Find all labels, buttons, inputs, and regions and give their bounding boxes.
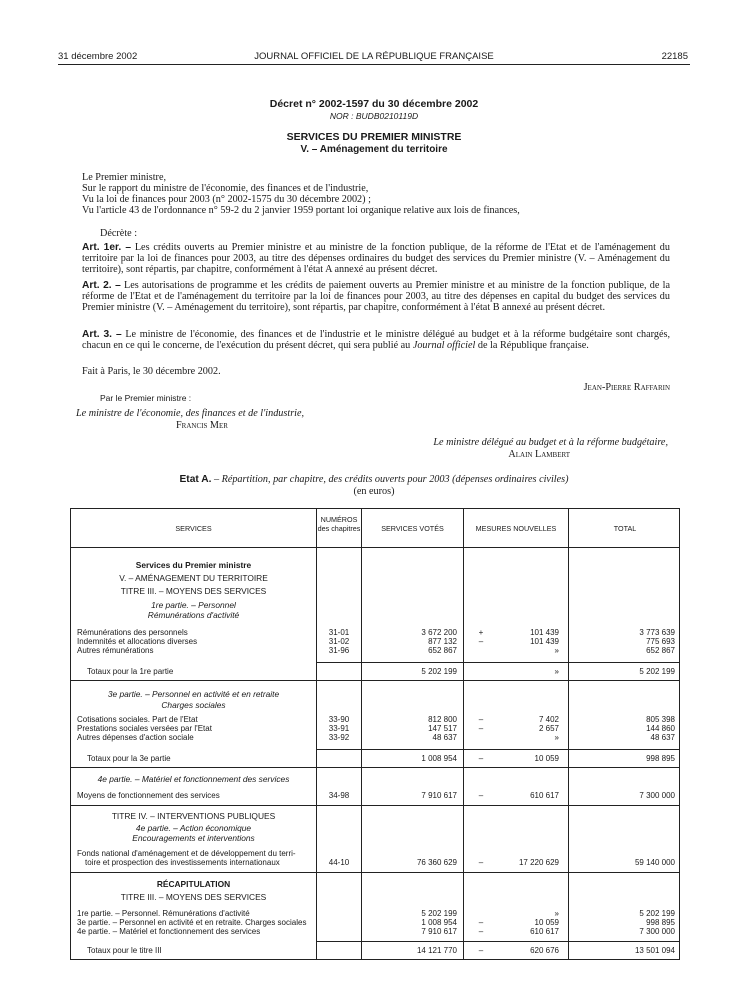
row-sign: – bbox=[478, 724, 484, 733]
row-total: 7 300 000 bbox=[639, 791, 675, 800]
subtotal-sign: – bbox=[478, 946, 484, 955]
minister1-signature: Francis Mer bbox=[176, 420, 228, 431]
article-3 bbox=[82, 329, 670, 351]
row-chapter: 31-01 bbox=[328, 628, 350, 637]
row-rule bbox=[71, 872, 679, 873]
row-sign: – bbox=[478, 858, 484, 867]
row-votes: 652 867 bbox=[428, 646, 457, 655]
row-chapter: 33-92 bbox=[328, 733, 350, 742]
subtotal-mesures: » bbox=[554, 667, 559, 676]
row-mesures: » bbox=[554, 909, 559, 918]
decree-subservice: V. – Aménagement du territoire bbox=[300, 144, 448, 155]
row-mesures: 101 439 bbox=[530, 637, 559, 646]
decree-service: SERVICES DU PREMIER MINISTRE bbox=[286, 131, 462, 143]
article-label: Art. 1er. – bbox=[82, 242, 131, 253]
row-chapter: 44-10 bbox=[328, 858, 350, 867]
subtotal-total: 998 895 bbox=[646, 754, 675, 763]
row-total: 3 773 639 bbox=[639, 628, 675, 637]
row-label: Cotisations sociales. Part de l'Etat bbox=[77, 715, 198, 724]
row-sign: – bbox=[478, 715, 484, 724]
col-header-total: TOTAL bbox=[613, 524, 637, 533]
row-total: 144 860 bbox=[646, 724, 675, 733]
row-votes: 147 517 bbox=[428, 724, 457, 733]
etat-description: – Répartition, par chapitre, des crédits ouverts pour 2003 (dépenses ordinaires civiles) bbox=[213, 474, 569, 485]
header-page-number: 22185 bbox=[661, 51, 688, 62]
section-heading: RÉCAPITULATION bbox=[156, 879, 231, 889]
row-label: 4e partie. – Matériel et fonctionnement des services bbox=[77, 927, 261, 936]
row-chapter: 31-96 bbox=[328, 646, 350, 655]
section-heading: Encouragements et interventions bbox=[132, 833, 255, 843]
journal-officiel-ref: Journal officiel bbox=[412, 340, 476, 351]
subtotal-votes: 1 008 954 bbox=[421, 754, 457, 763]
row-rule bbox=[71, 805, 679, 806]
header-journal: JOURNAL OFFICIEL DE LA RÉPUBLIQUE FRANÇAISE bbox=[254, 51, 494, 62]
section-heading: TITRE III. – MOYENS DES SERVICES bbox=[120, 586, 267, 596]
decree-nor: NOR : BUDB0210119D bbox=[329, 111, 419, 121]
row-label: Rémunérations des personnels bbox=[77, 628, 188, 637]
article-2 bbox=[82, 280, 670, 313]
row-mesures: 101 439 bbox=[530, 628, 559, 637]
row-chapter: 34-98 bbox=[328, 791, 350, 800]
minister1-title: Le ministre de l'économie, des finances et de l'industrie, bbox=[76, 408, 305, 419]
row-rule bbox=[71, 767, 679, 768]
row-chapter: 33-91 bbox=[328, 724, 350, 733]
row-label: Autres dépenses d'action sociale bbox=[77, 733, 194, 742]
subtotal-rule bbox=[316, 662, 679, 663]
row-sign: – bbox=[478, 927, 484, 936]
pm-signature: Jean-Pierre Raffarin bbox=[583, 382, 670, 393]
by-pm: Par le Premier ministre : bbox=[100, 393, 192, 403]
article-label: Art. 2. – bbox=[82, 280, 121, 291]
row-total: 805 398 bbox=[646, 715, 675, 724]
row-sign: – bbox=[478, 637, 484, 646]
row-label: Fonds national d'aménagement et de développement du terri- bbox=[77, 849, 296, 858]
row-label: Indemnités et allocations diverses bbox=[77, 637, 198, 646]
preamble-line: Sur le rapport du ministre de l'économie, des finances et de l'industrie, bbox=[82, 183, 369, 194]
subtotal-label: Totaux pour la 3e partie bbox=[87, 754, 171, 763]
row-mesures: 2 657 bbox=[538, 724, 559, 733]
row-label: Prestations sociales versées par l'Etat bbox=[77, 724, 212, 733]
subtotal-votes: 14 121 770 bbox=[416, 946, 457, 955]
subtotal-rule bbox=[316, 749, 679, 750]
row-votes: 76 360 629 bbox=[416, 858, 457, 867]
section-heading: V. – AMÉNAGEMENT DU TERRITOIRE bbox=[119, 573, 268, 583]
row-label: Moyens de fonctionnement des services bbox=[77, 791, 220, 800]
decree-title: Décret n° 2002-1597 du 30 décembre 2002 bbox=[269, 98, 479, 110]
row-mesures: 10 059 bbox=[534, 918, 559, 927]
section-heading: TITRE III. – MOYENS DES SERVICES bbox=[120, 892, 267, 902]
section-heading: 4e partie. – Action économique bbox=[135, 823, 252, 833]
row-label: 1re partie. – Personnel. Rémunérations d'activité bbox=[77, 909, 250, 918]
done-at: Fait à Paris, le 30 décembre 2002. bbox=[82, 366, 221, 377]
row-total: 5 202 199 bbox=[639, 909, 675, 918]
section-heading: 3e partie. – Personnel en activité et en retraite bbox=[107, 689, 280, 699]
section-heading: Services du Premier ministre bbox=[135, 560, 252, 570]
row-total: 998 895 bbox=[646, 918, 675, 927]
subtotal-votes: 5 202 199 bbox=[421, 667, 457, 676]
row-votes: 48 637 bbox=[432, 733, 457, 742]
section-heading: TITRE IV. – INTERVENTIONS PUBLIQUES bbox=[111, 811, 276, 821]
row-votes: 7 910 617 bbox=[421, 927, 457, 936]
section-heading: 4e partie. – Matériel et fonctionnement des services bbox=[97, 774, 290, 784]
etat-a-table bbox=[70, 508, 680, 960]
minister2-signature: Alain Lambert bbox=[508, 449, 570, 460]
subtotal-total: 5 202 199 bbox=[639, 667, 675, 676]
row-sign: + bbox=[478, 628, 484, 637]
row-chapter: 33-90 bbox=[328, 715, 350, 724]
article-text: Les autorisations de programme et les crédits de paiement ouverts au Premier ministre et au ministre de la fonction publique, de la réforme de l'Etat et de l'aménagement du territoire par la loi de finances pour 2003, au titre des dépenses en capital du budget des services du Premier ministre (V. – Aménagement du territoire), sont répartis, par chapitre, conformément à l'état B annexé au présent décret. bbox=[82, 280, 671, 313]
row-sign: – bbox=[478, 918, 484, 927]
etat-label: Etat A. bbox=[179, 474, 212, 485]
section-heading: 1re partie. – Personnel bbox=[151, 600, 236, 610]
col-header-mesures: MESURES NOUVELLES bbox=[475, 524, 557, 533]
article-label: Art. 3. – bbox=[82, 329, 122, 340]
subtotal-sign: – bbox=[478, 754, 484, 763]
section-heading: Rémunérations d'activité bbox=[147, 610, 240, 620]
article-text: Les crédits ouverts au Premier ministre et au ministre de la fonction publique, de la réforme de l'Etat et de l'aménagement du territoire par la loi de finances pour 2003, au titre des dépenses ordinaires du budget des services du Premier ministre (V. – Aménagement du territoire), sont répartis, par chapitre, conformément à l'état A annexé au présent décret. bbox=[82, 242, 670, 275]
row-total: 7 300 000 bbox=[639, 927, 675, 936]
row-sign: – bbox=[478, 791, 484, 800]
row-rule bbox=[71, 680, 679, 681]
subtotal-rule bbox=[316, 941, 679, 942]
row-label-continued: toire et prospection des investissements internationaux bbox=[85, 858, 280, 867]
row-label: Autres rémunérations bbox=[77, 646, 154, 655]
row-mesures: 17 220 629 bbox=[518, 858, 559, 867]
header-date: 31 décembre 2002 bbox=[58, 51, 138, 62]
col-header-services: SERVICES bbox=[175, 524, 212, 533]
row-total: 775 693 bbox=[646, 637, 675, 646]
subtotal-mesures: 10 059 bbox=[534, 754, 559, 763]
row-votes: 812 800 bbox=[428, 715, 457, 724]
decrete: Décrète : bbox=[100, 228, 138, 239]
row-label: 3e partie. – Personnel en activité et en retraite. Charges sociales bbox=[77, 918, 307, 927]
row-mesures: » bbox=[554, 646, 559, 655]
row-votes: 877 132 bbox=[428, 637, 457, 646]
header-rule bbox=[71, 547, 679, 548]
article-text-end: de la République française. bbox=[475, 340, 589, 351]
preamble-line: Vu la loi de finances pour 2003 (n° 2002-1575 du 30 décembre 2002) ; bbox=[82, 194, 371, 205]
subtotal-label: Totaux pour la 1re partie bbox=[87, 667, 174, 676]
row-total: 48 637 bbox=[650, 733, 675, 742]
subtotal-label: Totaux pour le titre III bbox=[87, 946, 162, 955]
article-text: Le ministre de l'économie, des finances et de l'industrie et le ministre délégué au budget et à la réforme budgétaire sont chargés, chacun en ce qui le concerne, de l'exécution du présent décret, qui sera publié au bbox=[82, 329, 670, 351]
row-votes: 1 008 954 bbox=[421, 918, 457, 927]
subtotal-total: 13 501 094 bbox=[634, 946, 675, 955]
etat-unit: (en euros) bbox=[353, 486, 395, 497]
preamble-line: Le Premier ministre, bbox=[82, 172, 167, 183]
minister2-title: Le ministre délégué au budget et à la réforme budgétaire, bbox=[433, 437, 668, 448]
article-1 bbox=[82, 242, 670, 275]
row-votes: 5 202 199 bbox=[421, 909, 457, 918]
header-rule bbox=[58, 64, 690, 65]
row-chapter: 31-02 bbox=[328, 637, 350, 646]
row-votes: 3 672 200 bbox=[421, 628, 457, 637]
section-heading: Charges sociales bbox=[161, 700, 226, 710]
row-total: 652 867 bbox=[646, 646, 675, 655]
preamble bbox=[82, 172, 670, 216]
row-votes: 7 910 617 bbox=[421, 791, 457, 800]
row-mesures: 7 402 bbox=[538, 715, 559, 724]
row-mesures: » bbox=[554, 733, 559, 742]
row-total: 59 140 000 bbox=[634, 858, 675, 867]
preamble-line: Vu l'article 43 de l'ordonnance n° 59-2 du 2 janvier 1959 portant loi organique relative aux lois de finances, bbox=[82, 205, 520, 216]
subtotal-mesures: 620 676 bbox=[530, 946, 559, 955]
col-header-numeros: NUMÉROS des chapitres bbox=[317, 515, 361, 533]
col-header-votes: SERVICES VOTÉS bbox=[381, 524, 444, 533]
row-mesures: 610 617 bbox=[530, 927, 559, 936]
row-mesures: 610 617 bbox=[530, 791, 559, 800]
etat-title bbox=[0, 474, 748, 485]
